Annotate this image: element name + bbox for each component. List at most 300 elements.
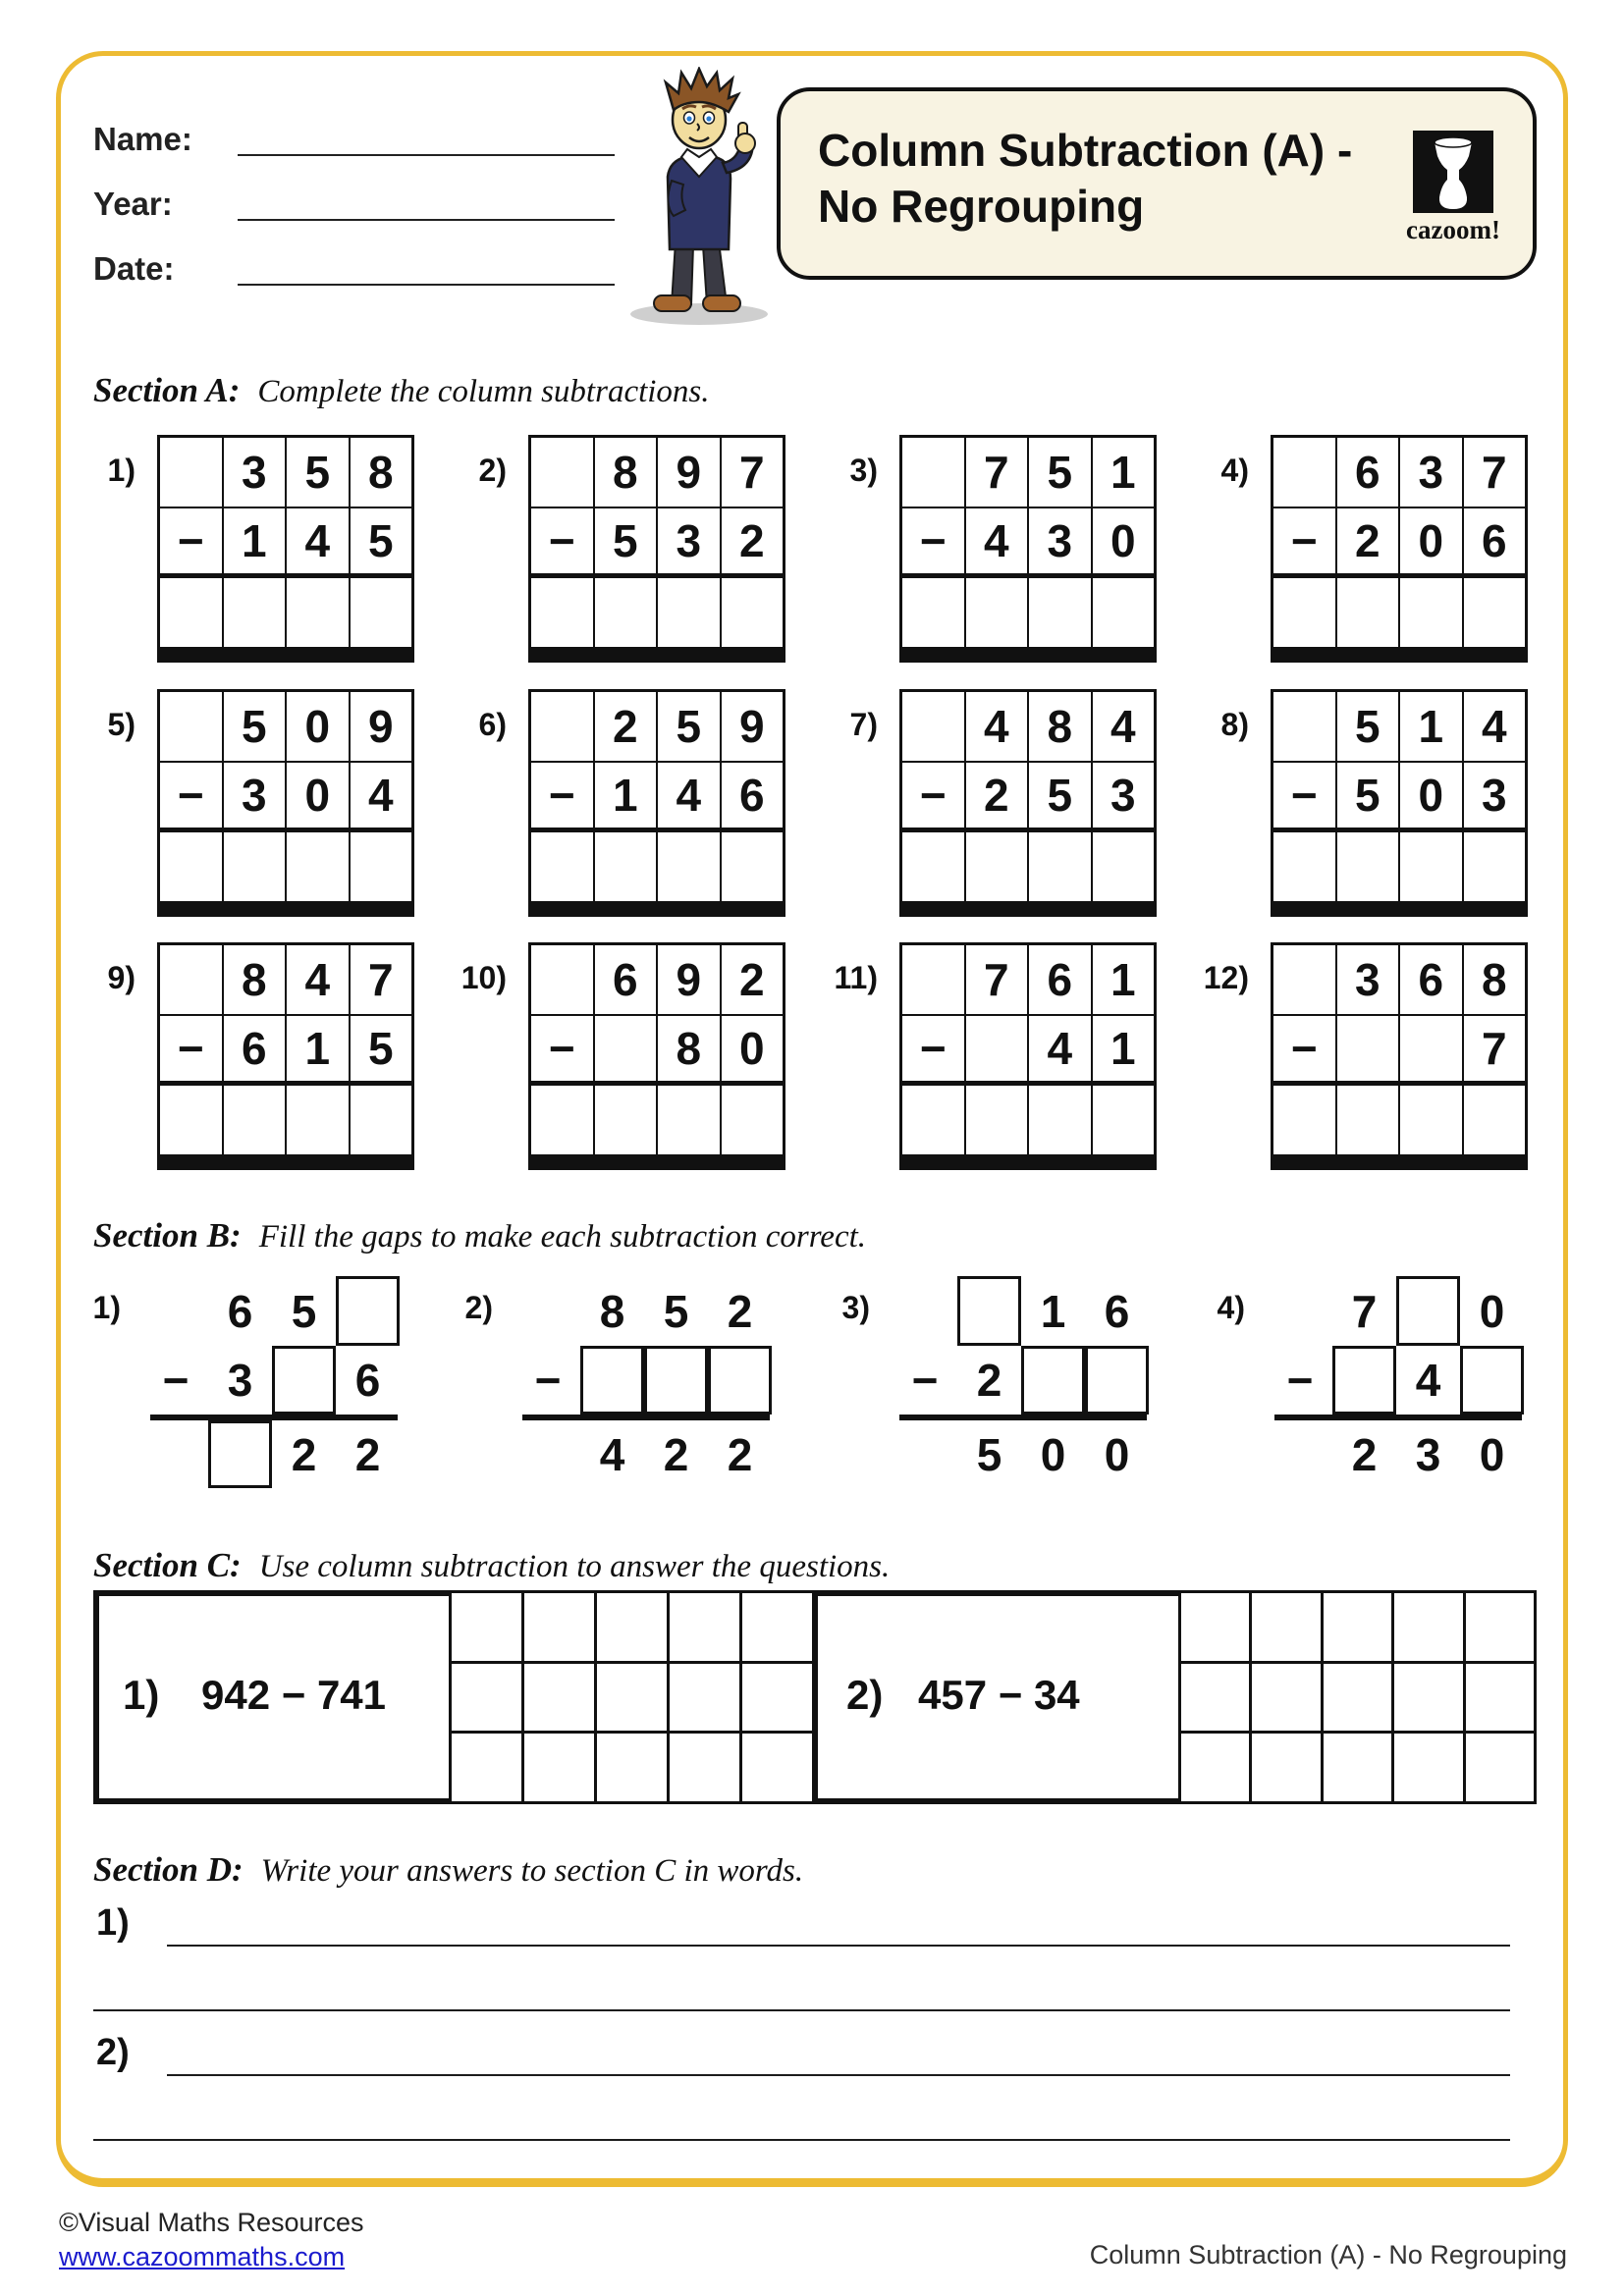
section-b-label: Section B: xyxy=(93,1216,242,1255)
digit: 2 xyxy=(976,1355,1002,1406)
digit-cell: 7 xyxy=(966,945,1030,1014)
digit-cell: 4 xyxy=(287,508,351,573)
subtrahend-row xyxy=(531,763,783,832)
digit-cell: 6 xyxy=(1337,438,1401,507)
problem-number: 1) xyxy=(92,1290,121,1325)
answer-cell xyxy=(658,1086,722,1154)
missing-digit-box xyxy=(1460,1346,1524,1415)
minuend-row xyxy=(531,438,783,508)
answer-underbar xyxy=(1273,647,1525,660)
empty-cell xyxy=(160,438,224,507)
answer-cell xyxy=(966,1086,1030,1154)
answer-underbar xyxy=(902,1154,1154,1167)
problem-number: 4) xyxy=(1217,1290,1245,1325)
answer-cell xyxy=(160,578,224,647)
digit-cell: 6 xyxy=(1400,945,1464,1014)
digit-cell: 6 xyxy=(595,945,659,1014)
digit-cell: 2 xyxy=(738,954,765,1005)
working-grid-cell xyxy=(670,1664,739,1732)
section-a-instruction: Complete the column subtractions. xyxy=(257,374,710,409)
answer-2-number: 2) xyxy=(96,2032,130,2073)
empty-cell xyxy=(531,438,595,507)
digit-cell: 0 xyxy=(1400,763,1464,828)
digit-cell: 3 xyxy=(1337,945,1401,1014)
problem-number: 12) xyxy=(1203,960,1249,995)
digit-cell: 3 xyxy=(1110,770,1136,821)
answer-row xyxy=(531,832,783,901)
answer-cell xyxy=(722,578,784,647)
digit-cell: 4 xyxy=(287,945,351,1014)
answer-cell xyxy=(1273,1086,1337,1154)
working-grid-cell xyxy=(1252,1734,1320,1801)
answer-cell xyxy=(658,832,722,901)
subtraction-grid xyxy=(899,689,1157,917)
answer-cell xyxy=(1464,832,1526,901)
digit: 6 xyxy=(227,1285,253,1337)
working-grid-cell xyxy=(1466,1593,1534,1661)
section-d-instruction: Write your answers to section C in words. xyxy=(260,1853,804,1889)
digit-cell: 1 xyxy=(287,1016,351,1081)
subtraction-grid xyxy=(157,689,414,917)
digit-cell: 5 xyxy=(1337,692,1401,761)
digit-cell: 1 xyxy=(1110,447,1136,498)
digit: 0 xyxy=(1104,1428,1130,1480)
subtrahend-row xyxy=(160,763,411,832)
minuend-row xyxy=(531,692,783,763)
minus-sign: − xyxy=(902,1016,966,1081)
subtrahend-row xyxy=(531,508,783,578)
subtraction-grid xyxy=(528,689,785,917)
answer-row xyxy=(160,1086,411,1154)
digit-cell: 8 xyxy=(658,1016,722,1081)
working-grid-cell xyxy=(1181,1734,1249,1801)
minuend-row xyxy=(1273,438,1525,508)
answer-cell xyxy=(595,832,659,901)
digit-cell: 0 xyxy=(738,1023,765,1074)
digit-cell: 2 xyxy=(595,692,659,761)
answer-underbar xyxy=(1273,901,1525,914)
answer-cell xyxy=(531,832,595,901)
subtrahend-row xyxy=(531,1016,783,1086)
subtrahend-row xyxy=(902,1016,1154,1086)
digit: 2 xyxy=(1351,1428,1378,1480)
digit-cell: 0 xyxy=(1400,508,1464,573)
empty-cell xyxy=(902,945,966,1014)
minus-sign: − xyxy=(1273,1016,1337,1081)
answer-cell xyxy=(966,832,1030,901)
answer-cell xyxy=(1093,578,1155,647)
missing-digit-box xyxy=(1396,1276,1460,1346)
section-c-instruction: Use column subtraction to answer the questions. xyxy=(258,1549,891,1584)
problem-number: 9) xyxy=(107,960,135,995)
answer-cell xyxy=(531,1086,595,1154)
section-d-heading xyxy=(93,1847,803,1894)
minus-sign: − xyxy=(160,763,224,828)
digit: 0 xyxy=(1040,1428,1066,1480)
minuend-row xyxy=(1273,692,1525,763)
working-grid-cell xyxy=(1466,1664,1534,1732)
section-a-heading xyxy=(93,368,710,414)
question-1-expression: 942 − 741 xyxy=(201,1672,387,1718)
section-c-label: Section C: xyxy=(93,1546,242,1584)
schoolboy-mascot-illustration xyxy=(617,67,778,328)
empty-cell xyxy=(902,438,966,507)
working-grid-cell xyxy=(524,1734,594,1801)
answer-row xyxy=(1273,1086,1525,1154)
digit-cell: 4 xyxy=(658,763,722,828)
working-grid-cell xyxy=(1324,1593,1391,1661)
section-d-label: Section D: xyxy=(93,1850,244,1889)
cazoommaths-link[interactable]: www.cazoommaths.com xyxy=(59,2242,346,2271)
digit-cell: 1 xyxy=(224,508,288,573)
answer-underbar xyxy=(902,647,1154,660)
digit-cell: 1 xyxy=(1400,692,1464,761)
working-grid-cell xyxy=(1252,1593,1320,1661)
subtrahend-row xyxy=(1273,508,1525,578)
working-grid-cell xyxy=(597,1664,667,1732)
answer-cell xyxy=(902,832,966,901)
digit-cell: 4 xyxy=(367,770,394,821)
missing-digit-box xyxy=(957,1276,1021,1346)
minus-sign: − xyxy=(162,1355,189,1406)
empty-cell xyxy=(160,692,224,761)
answer-cell xyxy=(966,578,1030,647)
digit-cell: 6 xyxy=(224,1016,288,1081)
answer-cell xyxy=(722,1086,784,1154)
minus-sign: − xyxy=(902,763,966,828)
subtraction-grid xyxy=(157,435,414,663)
answer-cell xyxy=(595,1086,659,1154)
empty-cell xyxy=(531,692,595,761)
worksheet-title-line2: No Regrouping xyxy=(818,181,1145,232)
answer-cell xyxy=(902,1086,966,1154)
name-line xyxy=(238,154,615,156)
subtrahend-row xyxy=(160,508,411,578)
minus-sign: − xyxy=(911,1355,939,1406)
missing-digit-box xyxy=(272,1346,336,1415)
digit-cell: 0 xyxy=(287,763,351,828)
problem-number: 2) xyxy=(464,1290,493,1325)
answer-cell xyxy=(224,832,288,901)
answer-row xyxy=(902,1086,1154,1154)
answer-cell xyxy=(1093,832,1155,901)
digit-cell: 9 xyxy=(658,438,722,507)
answer-cell xyxy=(1464,578,1526,647)
minus-sign: − xyxy=(531,508,595,573)
cazoom-drum-icon xyxy=(1413,131,1493,213)
digit-cell: 2 xyxy=(966,763,1030,828)
answer-row xyxy=(902,578,1154,647)
digit-cell: 3 xyxy=(224,763,288,828)
digit: 3 xyxy=(227,1355,253,1406)
empty-cell xyxy=(1273,438,1337,507)
answer-row xyxy=(531,578,783,647)
answer-cell xyxy=(351,578,412,647)
answer-underbar xyxy=(160,1154,411,1167)
working-grid-cell xyxy=(1394,1734,1462,1801)
answer-cell xyxy=(1400,578,1464,647)
working-grid-cell xyxy=(452,1734,521,1801)
minuend-row xyxy=(902,438,1154,508)
year-line xyxy=(238,219,615,221)
minus-sign: − xyxy=(531,763,595,828)
digit-cell: 8 xyxy=(1481,954,1507,1005)
problem-number: 7) xyxy=(849,707,878,742)
answer-cell xyxy=(224,1086,288,1154)
section-b-heading xyxy=(93,1213,866,1259)
working-grid-cell xyxy=(742,1664,812,1732)
date-line xyxy=(238,284,615,286)
minus-sign: − xyxy=(160,1016,224,1081)
missing-digit-box xyxy=(1332,1346,1396,1415)
working-grid-cell xyxy=(1394,1593,1462,1661)
digit-cell: 7 xyxy=(966,438,1030,507)
empty-cell xyxy=(1273,692,1337,761)
digit-cell: 5 xyxy=(1029,763,1093,828)
copyright-text: ©Visual Maths Resources xyxy=(59,2208,364,2237)
digit: 2 xyxy=(663,1428,689,1480)
empty-cell xyxy=(160,945,224,1014)
minus-sign: − xyxy=(902,508,966,573)
answer-underbar xyxy=(1273,1154,1525,1167)
answer-cell xyxy=(1273,832,1337,901)
working-grid-cell xyxy=(597,1734,667,1801)
subtraction-grid xyxy=(528,435,785,663)
working-grid-cell xyxy=(1181,1593,1249,1661)
digit-cell: 7 xyxy=(1481,447,1507,498)
working-grid-cell xyxy=(1324,1734,1391,1801)
answer-cell xyxy=(1464,1086,1526,1154)
digit-cell xyxy=(966,1016,1030,1081)
digit: 5 xyxy=(291,1285,317,1337)
answer-cell xyxy=(224,578,288,647)
missing-digit-box xyxy=(708,1346,772,1415)
subtraction-grid xyxy=(1271,942,1528,1170)
answer-cell xyxy=(160,832,224,901)
digit-cell: 3 xyxy=(1400,438,1464,507)
answer-cell xyxy=(1337,578,1401,647)
minus-sign: − xyxy=(534,1355,562,1406)
digit: 2 xyxy=(727,1428,753,1480)
digit-cell: 9 xyxy=(367,701,394,752)
subtraction-line xyxy=(1274,1415,1522,1420)
digit-cell: 8 xyxy=(367,447,394,498)
digit-cell: 4 xyxy=(966,508,1030,573)
minuend-row xyxy=(902,692,1154,763)
missing-digit-box xyxy=(1021,1346,1085,1415)
digit-cell: 5 xyxy=(1337,763,1401,828)
answer-cell xyxy=(287,1086,351,1154)
digit: 2 xyxy=(727,1285,753,1337)
answer-underbar xyxy=(160,647,411,660)
answer-row xyxy=(531,1086,783,1154)
digit-cell: 5 xyxy=(287,438,351,507)
section-a-label: Section A: xyxy=(93,371,241,409)
empty-cell xyxy=(1273,945,1337,1014)
digit-cell: 3 xyxy=(1029,508,1093,573)
digit-cell: 4 xyxy=(966,692,1030,761)
minuend-row xyxy=(160,945,411,1016)
subtraction-grid xyxy=(157,942,414,1170)
question-2-number: 2) xyxy=(846,1672,884,1718)
digit-cell xyxy=(1337,1016,1401,1081)
subtraction-grid xyxy=(899,942,1157,1170)
question-1-number: 1) xyxy=(123,1672,160,1718)
digit-cell: 5 xyxy=(367,515,394,566)
working-grid-cell xyxy=(742,1593,812,1661)
digit-cell: 6 xyxy=(1481,515,1507,566)
problem-number: 5) xyxy=(107,707,135,742)
answer-row xyxy=(1273,832,1525,901)
working-grid-cell xyxy=(1252,1664,1320,1732)
answer-cell xyxy=(1029,832,1093,901)
subtraction-grid xyxy=(1271,689,1528,917)
problem-number: 1) xyxy=(107,453,135,488)
working-grid-cell xyxy=(452,1593,521,1661)
answer-cell xyxy=(1337,832,1401,901)
answer-underbar xyxy=(531,901,783,914)
answer-cell xyxy=(1029,1086,1093,1154)
working-grid-1 xyxy=(449,1590,815,1804)
minus-sign: − xyxy=(531,1016,595,1081)
minus-sign: − xyxy=(1273,508,1337,573)
problem-number: 6) xyxy=(478,707,507,742)
digit: 6 xyxy=(354,1355,381,1406)
digit: 4 xyxy=(599,1428,625,1480)
minus-sign: − xyxy=(1273,763,1337,828)
date-label: Date: xyxy=(93,250,175,287)
answer-underbar xyxy=(531,1154,783,1167)
subtrahend-row xyxy=(1273,763,1525,832)
question-2-expression: 457 − 34 xyxy=(918,1672,1080,1718)
problem-number: 8) xyxy=(1220,707,1249,742)
digit-cell: 4 xyxy=(1481,701,1507,752)
minuend-row xyxy=(531,945,783,1016)
answer-row xyxy=(160,578,411,647)
digit-cell: 3 xyxy=(224,438,288,507)
subtrahend-row xyxy=(1273,1016,1525,1086)
working-grid-2 xyxy=(1178,1590,1537,1804)
empty-cell xyxy=(902,692,966,761)
answer-cell xyxy=(287,578,351,647)
footer-doc-title: Column Subtraction (A) - No Regrouping xyxy=(1089,2240,1567,2269)
working-grid-cell xyxy=(452,1664,521,1732)
digit-cell: 5 xyxy=(1029,438,1093,507)
digit: 8 xyxy=(599,1285,625,1337)
digit-cell: 0 xyxy=(1110,515,1136,566)
digit: 1 xyxy=(1040,1285,1066,1337)
answer-cell xyxy=(351,832,412,901)
digit-cell: 5 xyxy=(658,692,722,761)
answer-cell xyxy=(658,578,722,647)
title-panel xyxy=(777,87,1537,280)
working-grid-cell xyxy=(1181,1664,1249,1732)
answer-underbar xyxy=(531,647,783,660)
problem-number: 3) xyxy=(849,453,878,488)
digit: 2 xyxy=(291,1428,317,1480)
digit: 0 xyxy=(1479,1428,1505,1480)
minus-sign: − xyxy=(160,508,224,573)
missing-digit-box xyxy=(580,1346,644,1415)
digit-cell: 7 xyxy=(367,954,394,1005)
digit-cell: 5 xyxy=(367,1023,394,1074)
answer-underbar xyxy=(902,901,1154,914)
worksheet-title-line1: Column Subtraction (A) - xyxy=(818,125,1353,176)
writing-line xyxy=(93,2009,1510,2011)
answer-cell xyxy=(902,578,966,647)
digit-cell: 8 xyxy=(1029,692,1093,761)
answer-row xyxy=(160,832,411,901)
digit-cell: 0 xyxy=(287,692,351,761)
answer-row xyxy=(902,832,1154,901)
working-grid-cell xyxy=(1324,1664,1391,1732)
digit-cell: 1 xyxy=(1110,954,1136,1005)
digit-cell: 6 xyxy=(738,770,765,821)
section-c-heading xyxy=(93,1543,890,1589)
minuend-row xyxy=(902,945,1154,1016)
answer-cell xyxy=(595,578,659,647)
digit-cell: 5 xyxy=(224,692,288,761)
subtrahend-row xyxy=(902,763,1154,832)
missing-digit-box xyxy=(1085,1346,1149,1415)
subtraction-line xyxy=(522,1415,770,1420)
name-label: Name: xyxy=(93,121,192,157)
answer-underbar xyxy=(160,901,411,914)
working-grid-cell xyxy=(597,1593,667,1661)
answer-cell xyxy=(1337,1086,1401,1154)
digit: 6 xyxy=(1104,1285,1130,1337)
minuend-row xyxy=(160,438,411,508)
empty-cell xyxy=(531,945,595,1014)
subtrahend-row xyxy=(160,1016,411,1086)
subtraction-grid xyxy=(528,942,785,1170)
digit-cell: 7 xyxy=(1481,1023,1507,1074)
writing-line xyxy=(167,1945,1510,1947)
writing-line xyxy=(167,2074,1510,2076)
problem-number: 11) xyxy=(834,960,878,995)
answer-cell xyxy=(722,832,784,901)
cazoom-brand-text: cazoom! xyxy=(1406,215,1500,244)
digit: 5 xyxy=(976,1428,1002,1480)
working-grid-cell xyxy=(524,1664,594,1732)
answer-cell xyxy=(531,578,595,647)
digit-cell: 1 xyxy=(1110,1023,1136,1074)
digit: 2 xyxy=(354,1428,381,1480)
minus-sign: − xyxy=(1286,1355,1314,1406)
answer-cell xyxy=(160,1086,224,1154)
subtrahend-row xyxy=(902,508,1154,578)
digit: 3 xyxy=(1415,1428,1441,1480)
digit-cell: 2 xyxy=(738,515,765,566)
digit-cell: 3 xyxy=(658,508,722,573)
answer-cell xyxy=(1273,578,1337,647)
digit-cell xyxy=(595,1016,659,1081)
subtraction-line xyxy=(150,1415,398,1420)
digit-cell: 4 xyxy=(1110,701,1136,752)
problem-number: 4) xyxy=(1220,453,1249,488)
subtraction-grid xyxy=(1271,435,1528,663)
digit: 4 xyxy=(1415,1355,1441,1406)
subtraction-line xyxy=(899,1415,1147,1420)
digit-cell: 2 xyxy=(1337,508,1401,573)
answer-row xyxy=(1273,578,1525,647)
section-b-instruction: Fill the gaps to make each subtraction correct. xyxy=(258,1219,867,1255)
subtraction-grid xyxy=(899,435,1157,663)
answer-cell xyxy=(287,832,351,901)
writing-line xyxy=(93,2139,1510,2141)
answer-cell xyxy=(1029,578,1093,647)
digit-cell: 4 xyxy=(1029,1016,1093,1081)
